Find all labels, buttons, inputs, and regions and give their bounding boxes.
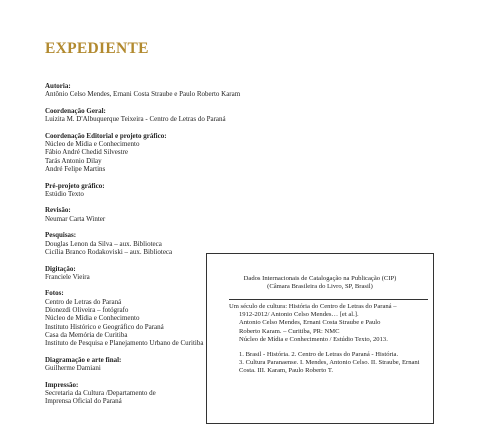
- cip-header-line: (Câmara Brasileira do Livro, SP, Brasil): [267, 283, 373, 291]
- credit-line: Instituto Histórico e Geográfico do Paraná: [45, 322, 164, 331]
- cip-subject-line: Costa. III. Karam, Paulo Roberto T.: [239, 367, 334, 375]
- credit-label: Pesquisas:: [45, 231, 77, 240]
- credit-line: Cicília Branco Rodakoviski – aux. Biblioteca: [45, 247, 173, 256]
- credit-section-revisao: [45, 206, 285, 223]
- credit-line: Dionezdi Oliveira – fotógrafo: [45, 306, 129, 315]
- page-title: EXPEDIENTE: [45, 40, 149, 57]
- credit-section-coordenacao-geral: [45, 107, 285, 124]
- credit-line: Tarás Antonio Dilay: [45, 156, 102, 165]
- cip-record-line: Núcleo de Mídia e Conhecimento / Estúdio Texto, 2013.: [239, 335, 388, 343]
- cip-record-line: Antonio Celso Mendes, Ernani Costa Straube e Paulo: [239, 319, 381, 327]
- credit-label: Diagramação e arte final:: [45, 355, 122, 364]
- credit-line: Estúdio Texto: [45, 189, 84, 198]
- cip-record-line: Roberto Karam. – Curitiba, PR: NMC: [239, 327, 340, 335]
- credit-label: Digitação:: [45, 264, 76, 273]
- credit-line: Antônio Celso Mendes, Ernani Costa Straube e Paulo Roberto Karam: [45, 90, 241, 99]
- credit-line: Núcleo de Mídia e Conhecimento: [45, 140, 140, 149]
- credit-label: Fotos:: [45, 289, 64, 298]
- credit-section-autoria: [45, 82, 285, 99]
- credit-section-pre-projeto: [45, 182, 285, 199]
- credit-line: Neumar Carta Winter: [45, 214, 106, 223]
- credit-line: Douglas Lenon da Silva – aux. Biblioteca: [45, 239, 162, 248]
- cip-divider: [229, 299, 428, 300]
- cip-record-line: Um século de cultura: História do Centro de Letras do Paraná –: [229, 303, 397, 310]
- credit-label: Revisão:: [45, 206, 71, 215]
- cip-record: [229, 303, 434, 344]
- cip-subject-line: 3. Cultura Paranaense. I. Mendes, Antonio Celso. II. Straube, Ernani: [239, 359, 420, 367]
- credit-line: André Felipe Martins: [45, 164, 106, 173]
- credit-line: Imprensa Oficial do Paraná: [45, 397, 122, 406]
- credit-line: Núcleo de Mídia e Conhecimento: [45, 314, 140, 323]
- credit-line: Guilherme Damiani: [45, 364, 101, 373]
- credit-line: Secretaria da Cultura /Departamento de: [45, 388, 156, 397]
- credit-label: Autoria:: [45, 82, 71, 90]
- credit-line: Fábio André Chedid Silvestre: [45, 148, 129, 157]
- credit-line: Franciele Vieira: [45, 272, 90, 281]
- cip-header: [207, 275, 433, 291]
- cip-catalog-card: [206, 253, 434, 424]
- cip-header-line: Dados Internacionais de Catalogação na Publicação (CIP): [243, 275, 397, 282]
- credit-section-coordenacao-editorial: [45, 132, 285, 173]
- credit-label: Coordenação Geral:: [45, 106, 106, 115]
- cip-record-line: 1912-2012/ Antonio Celso Mendes… [et al.].: [239, 311, 359, 319]
- credit-line: Luizita M. D'Albuquerque Teixeira - Centro de Letras do Paraná: [45, 115, 226, 124]
- cip-subjects: [239, 351, 433, 376]
- credit-label: Impressão:: [45, 380, 79, 389]
- credit-label: Pré-projeto gráfico:: [45, 181, 105, 190]
- credit-line: Casa da Memória de Curitiba: [45, 330, 128, 339]
- credit-label: Coordenação Editorial e projeto gráfico:: [45, 131, 167, 140]
- credit-line: Instituto de Pesquisa e Planejamento Urbano de Curitiba: [45, 339, 204, 348]
- credit-line: Centro de Letras do Paraná: [45, 297, 122, 306]
- cip-subject-line: 1. Brasil - História. 2. Centro de Letras do Paraná - História.: [239, 351, 399, 358]
